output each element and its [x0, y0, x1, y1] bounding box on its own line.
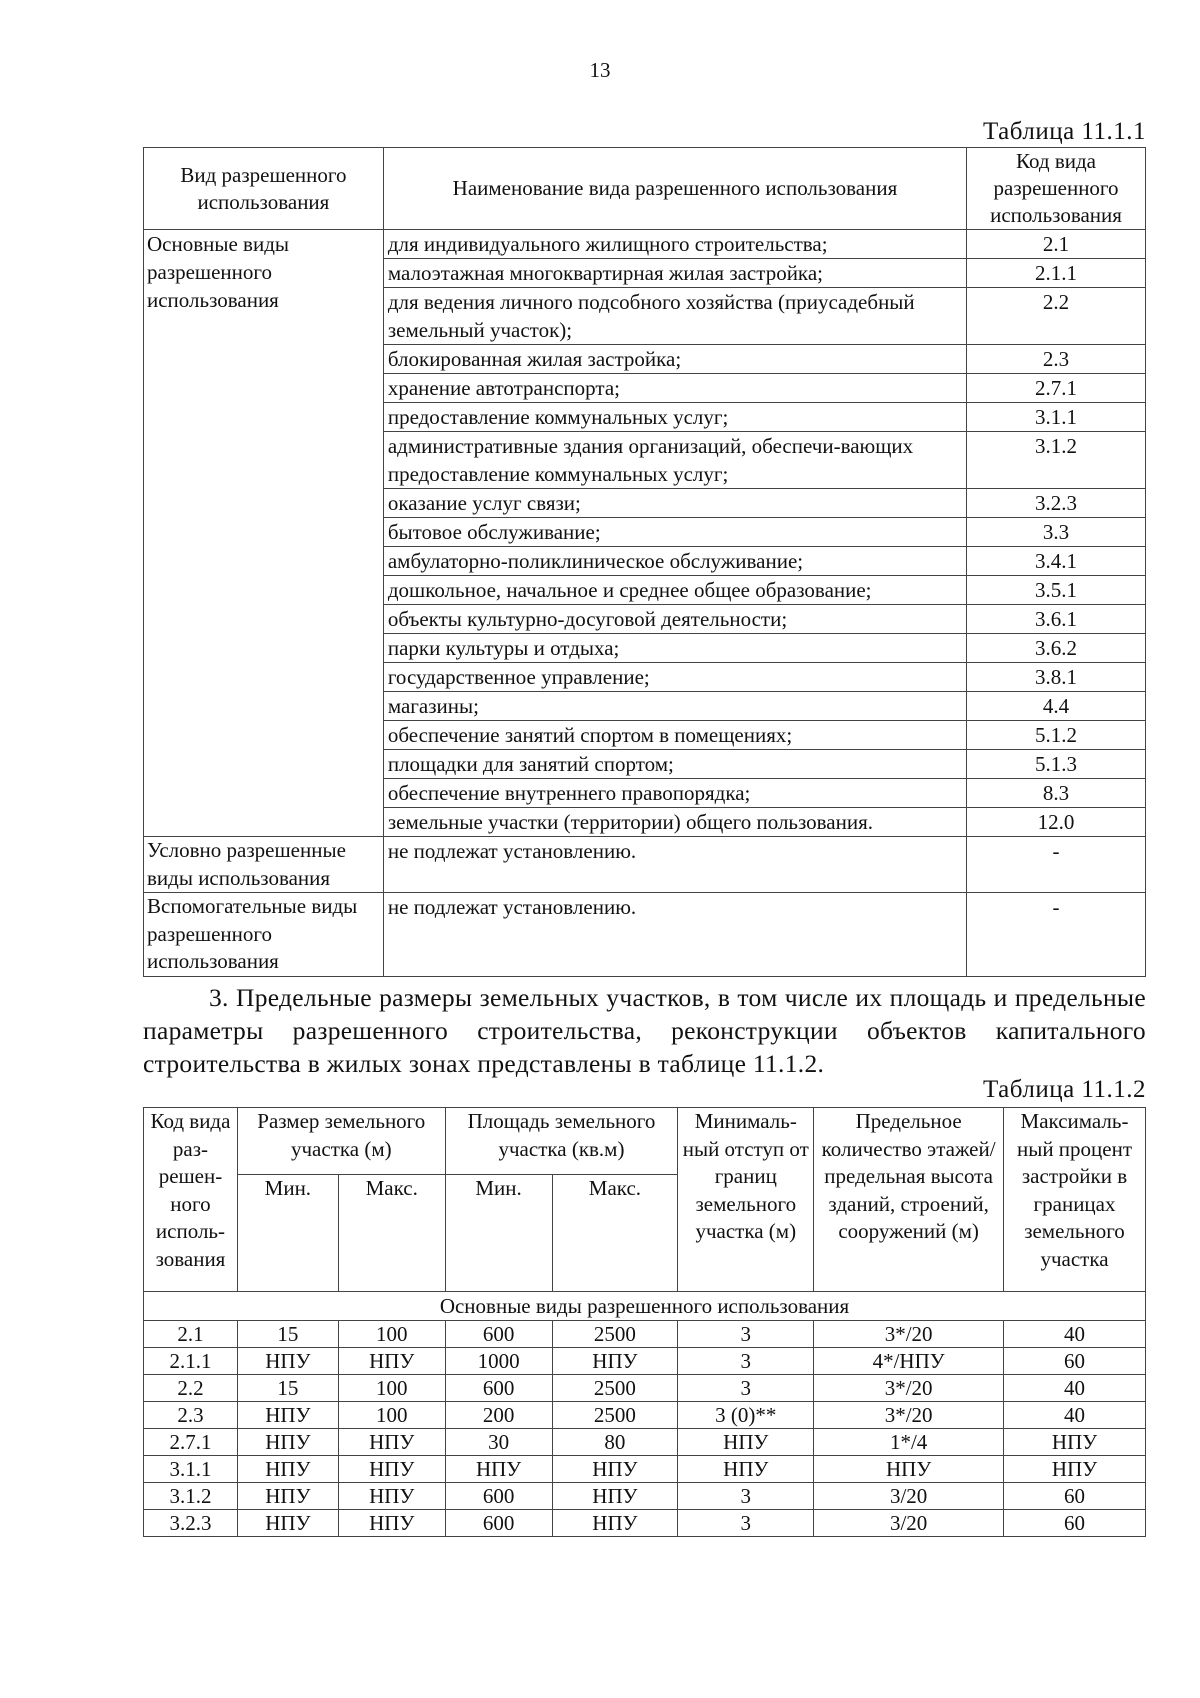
use-code: - — [967, 893, 1146, 977]
header-use-code: Код вида разрешенного использования — [967, 148, 1146, 230]
header-plot-area: Площадь земельного участка (кв.м) — [445, 1108, 678, 1175]
size-min: НПУ — [237, 1483, 338, 1510]
max-floors: 3*/20 — [814, 1402, 1004, 1429]
area-min: 600 — [445, 1483, 552, 1510]
size-min: НПУ — [237, 1348, 338, 1375]
table2-body — [144, 1292, 1146, 1537]
use-name: амбулаторно-поликлиническое обслуживание; — [383, 547, 966, 576]
use-code: 3.8.1 — [967, 663, 1146, 692]
size-min: НПУ — [237, 1402, 338, 1429]
table2-row — [144, 1429, 1146, 1456]
use-name: парки культуры и отдыха; — [383, 634, 966, 663]
table2-row — [144, 1456, 1146, 1483]
header-plot-size: Размер земельного участка (м) — [237, 1108, 445, 1175]
use-name: обеспечение занятий спортом в помещениях; — [383, 721, 966, 750]
table2-caption: Таблица 11.1.2 — [983, 1076, 1146, 1103]
max-coverage: 40 — [1004, 1375, 1146, 1402]
max-coverage: 40 — [1004, 1402, 1146, 1429]
header-area-min: Мин. — [445, 1175, 552, 1292]
size-min: НПУ — [237, 1456, 338, 1483]
use-name: оказание услуг связи; — [383, 489, 966, 518]
use-name: земельные участки (территории) общего пользования. — [383, 808, 966, 837]
area-min: 600 — [445, 1321, 552, 1348]
area-max: НПУ — [552, 1483, 678, 1510]
size-max: НПУ — [338, 1456, 445, 1483]
row-code: 2.3 — [144, 1402, 238, 1429]
min-offset: 3 — [678, 1483, 814, 1510]
min-offset: НПУ — [678, 1429, 814, 1456]
header-max-coverage: Максималь-ный процент застройки в границах земельного участка — [1004, 1108, 1146, 1292]
area-max: НПУ — [552, 1510, 678, 1537]
use-code: 2.1 — [967, 230, 1146, 259]
use-category: Условно разрешенные виды использования — [144, 837, 384, 893]
row-code: 3.1.1 — [144, 1456, 238, 1483]
header-area-max: Макс. — [552, 1175, 678, 1292]
max-floors: НПУ — [814, 1456, 1004, 1483]
min-offset: 3 — [678, 1321, 814, 1348]
size-min: 15 — [237, 1321, 338, 1348]
table1-header-row — [144, 148, 1146, 230]
use-code: 3.6.1 — [967, 605, 1146, 634]
area-min: 30 — [445, 1429, 552, 1456]
row-code: 3.1.2 — [144, 1483, 238, 1510]
use-code: 8.3 — [967, 779, 1146, 808]
paragraph-text: 3. Предельные размеры земельных участков, в том числе их площадь и предельные параметры разрешенного строительства, реконструкции объектов капитального строительства в жилых зонах представлены в таблице 11.1.2. — [143, 983, 1146, 1078]
use-name: государственное управление; — [383, 663, 966, 692]
min-offset: НПУ — [678, 1456, 814, 1483]
use-code: 5.1.3 — [967, 750, 1146, 779]
size-max: НПУ — [338, 1510, 445, 1537]
table2-row — [144, 1510, 1146, 1537]
header-min-offset: Минималь-ный отступ от границ земельного участка (м) — [678, 1108, 814, 1292]
max-floors: 3/20 — [814, 1510, 1004, 1537]
area-max: 2500 — [552, 1375, 678, 1402]
use-code: - — [967, 837, 1146, 893]
use-name: не подлежат установлению. — [383, 893, 966, 977]
size-max: 100 — [338, 1375, 445, 1402]
size-max: 100 — [338, 1402, 445, 1429]
min-offset: 3 (0)** — [678, 1402, 814, 1429]
max-floors: 1*/4 — [814, 1429, 1004, 1456]
min-offset: 3 — [678, 1375, 814, 1402]
table1-row — [144, 893, 1146, 977]
header-use-type: Вид разрешенного использования — [144, 148, 384, 230]
use-code: 2.3 — [967, 345, 1146, 374]
use-code: 3.1.1 — [967, 403, 1146, 432]
area-min: 600 — [445, 1510, 552, 1537]
max-floors: 3*/20 — [814, 1375, 1004, 1402]
use-code: 2.1.1 — [967, 259, 1146, 288]
max-floors: 3/20 — [814, 1483, 1004, 1510]
section-title: Основные виды разрешенного использования — [144, 1292, 1146, 1321]
table2-row — [144, 1348, 1146, 1375]
table2-header-row-1 — [144, 1108, 1146, 1175]
header-size-max: Макс. — [338, 1175, 445, 1292]
max-floors: 4*/НПУ — [814, 1348, 1004, 1375]
use-category: Вспомогательные виды разрешенного использования — [144, 893, 384, 977]
section-row — [144, 1292, 1146, 1321]
use-name: малоэтажная многоквартирная жилая застройка; — [383, 259, 966, 288]
use-name: предоставление коммунальных услуг; — [383, 403, 966, 432]
area-max: 80 — [552, 1429, 678, 1456]
area-max: 2500 — [552, 1321, 678, 1348]
row-code: 2.2 — [144, 1375, 238, 1402]
area-max: 2500 — [552, 1402, 678, 1429]
size-max: 100 — [338, 1321, 445, 1348]
table1-row — [144, 837, 1146, 893]
header-use-name: Наименование вида разрешенного использования — [383, 148, 966, 230]
max-coverage: 60 — [1004, 1348, 1146, 1375]
max-coverage: 60 — [1004, 1483, 1146, 1510]
area-min: НПУ — [445, 1456, 552, 1483]
area-min: 1000 — [445, 1348, 552, 1375]
size-min: НПУ — [237, 1429, 338, 1456]
max-coverage: НПУ — [1004, 1429, 1146, 1456]
table1-row — [144, 230, 1146, 259]
size-max: НПУ — [338, 1348, 445, 1375]
table1-caption: Таблица 11.1.1 — [983, 118, 1146, 145]
area-min: 200 — [445, 1402, 552, 1429]
use-name: хранение автотранспорта; — [383, 374, 966, 403]
use-code: 12.0 — [967, 808, 1146, 837]
use-name: магазины; — [383, 692, 966, 721]
use-code: 5.1.2 — [967, 721, 1146, 750]
use-name: для ведения личного подсобного хозяйства (приусадебный земельный участок); — [383, 288, 966, 345]
use-name: площадки для занятий спортом; — [383, 750, 966, 779]
min-offset: 3 — [678, 1510, 814, 1537]
use-code: 4.4 — [967, 692, 1146, 721]
max-coverage: НПУ — [1004, 1456, 1146, 1483]
min-offset: 3 — [678, 1348, 814, 1375]
page-number: 13 — [589, 58, 611, 82]
size-min: 15 — [237, 1375, 338, 1402]
header-code: Код вида раз-решен-ного исполь-зования — [144, 1108, 238, 1292]
max-floors: 3*/20 — [814, 1321, 1004, 1348]
use-code: 3.6.2 — [967, 634, 1146, 663]
max-coverage: 40 — [1004, 1321, 1146, 1348]
use-name: для индивидуального жилищного строительства; — [383, 230, 966, 259]
table1-body — [144, 230, 1146, 977]
size-min: НПУ — [237, 1510, 338, 1537]
use-name: бытовое обслуживание; — [383, 518, 966, 547]
use-name: объекты культурно-досуговой деятельности; — [383, 605, 966, 634]
use-code: 3.4.1 — [967, 547, 1146, 576]
use-name: блокированная жилая застройка; — [383, 345, 966, 374]
use-name: обеспечение внутреннего правопорядка; — [383, 779, 966, 808]
area-min: 600 — [445, 1375, 552, 1402]
header-size-min: Мин. — [237, 1175, 338, 1292]
use-code: 3.2.3 — [967, 489, 1146, 518]
use-code: 3.5.1 — [967, 576, 1146, 605]
use-name: дошкольное, начальное и среднее общее образование; — [383, 576, 966, 605]
area-max: НПУ — [552, 1348, 678, 1375]
row-code: 3.2.3 — [144, 1510, 238, 1537]
table2-row — [144, 1402, 1146, 1429]
table2-row — [144, 1483, 1146, 1510]
use-code: 2.2 — [967, 288, 1146, 345]
row-code: 2.1 — [144, 1321, 238, 1348]
use-code: 3.3 — [967, 518, 1146, 547]
permitted-use-table — [143, 147, 1146, 977]
use-code: 2.7.1 — [967, 374, 1146, 403]
parameters-table — [143, 1107, 1146, 1537]
size-max: НПУ — [338, 1429, 445, 1456]
max-coverage: 60 — [1004, 1510, 1146, 1537]
row-code: 2.7.1 — [144, 1429, 238, 1456]
row-code: 2.1.1 — [144, 1348, 238, 1375]
table2-row — [144, 1375, 1146, 1402]
header-max-floors: Предельное количество этажей/ предельная высота зданий, строений, сооружений (м) — [814, 1108, 1004, 1292]
table2-row — [144, 1321, 1146, 1348]
size-max: НПУ — [338, 1483, 445, 1510]
use-name: административные здания организаций, обеспечи-вающих предоставление коммунальных услуг; — [383, 432, 966, 489]
use-code: 3.1.2 — [967, 432, 1146, 489]
use-category: Основные виды разрешенного использования — [144, 230, 384, 837]
paragraph-3 — [143, 981, 1146, 1080]
area-max: НПУ — [552, 1456, 678, 1483]
use-name: не подлежат установлению. — [383, 837, 966, 893]
